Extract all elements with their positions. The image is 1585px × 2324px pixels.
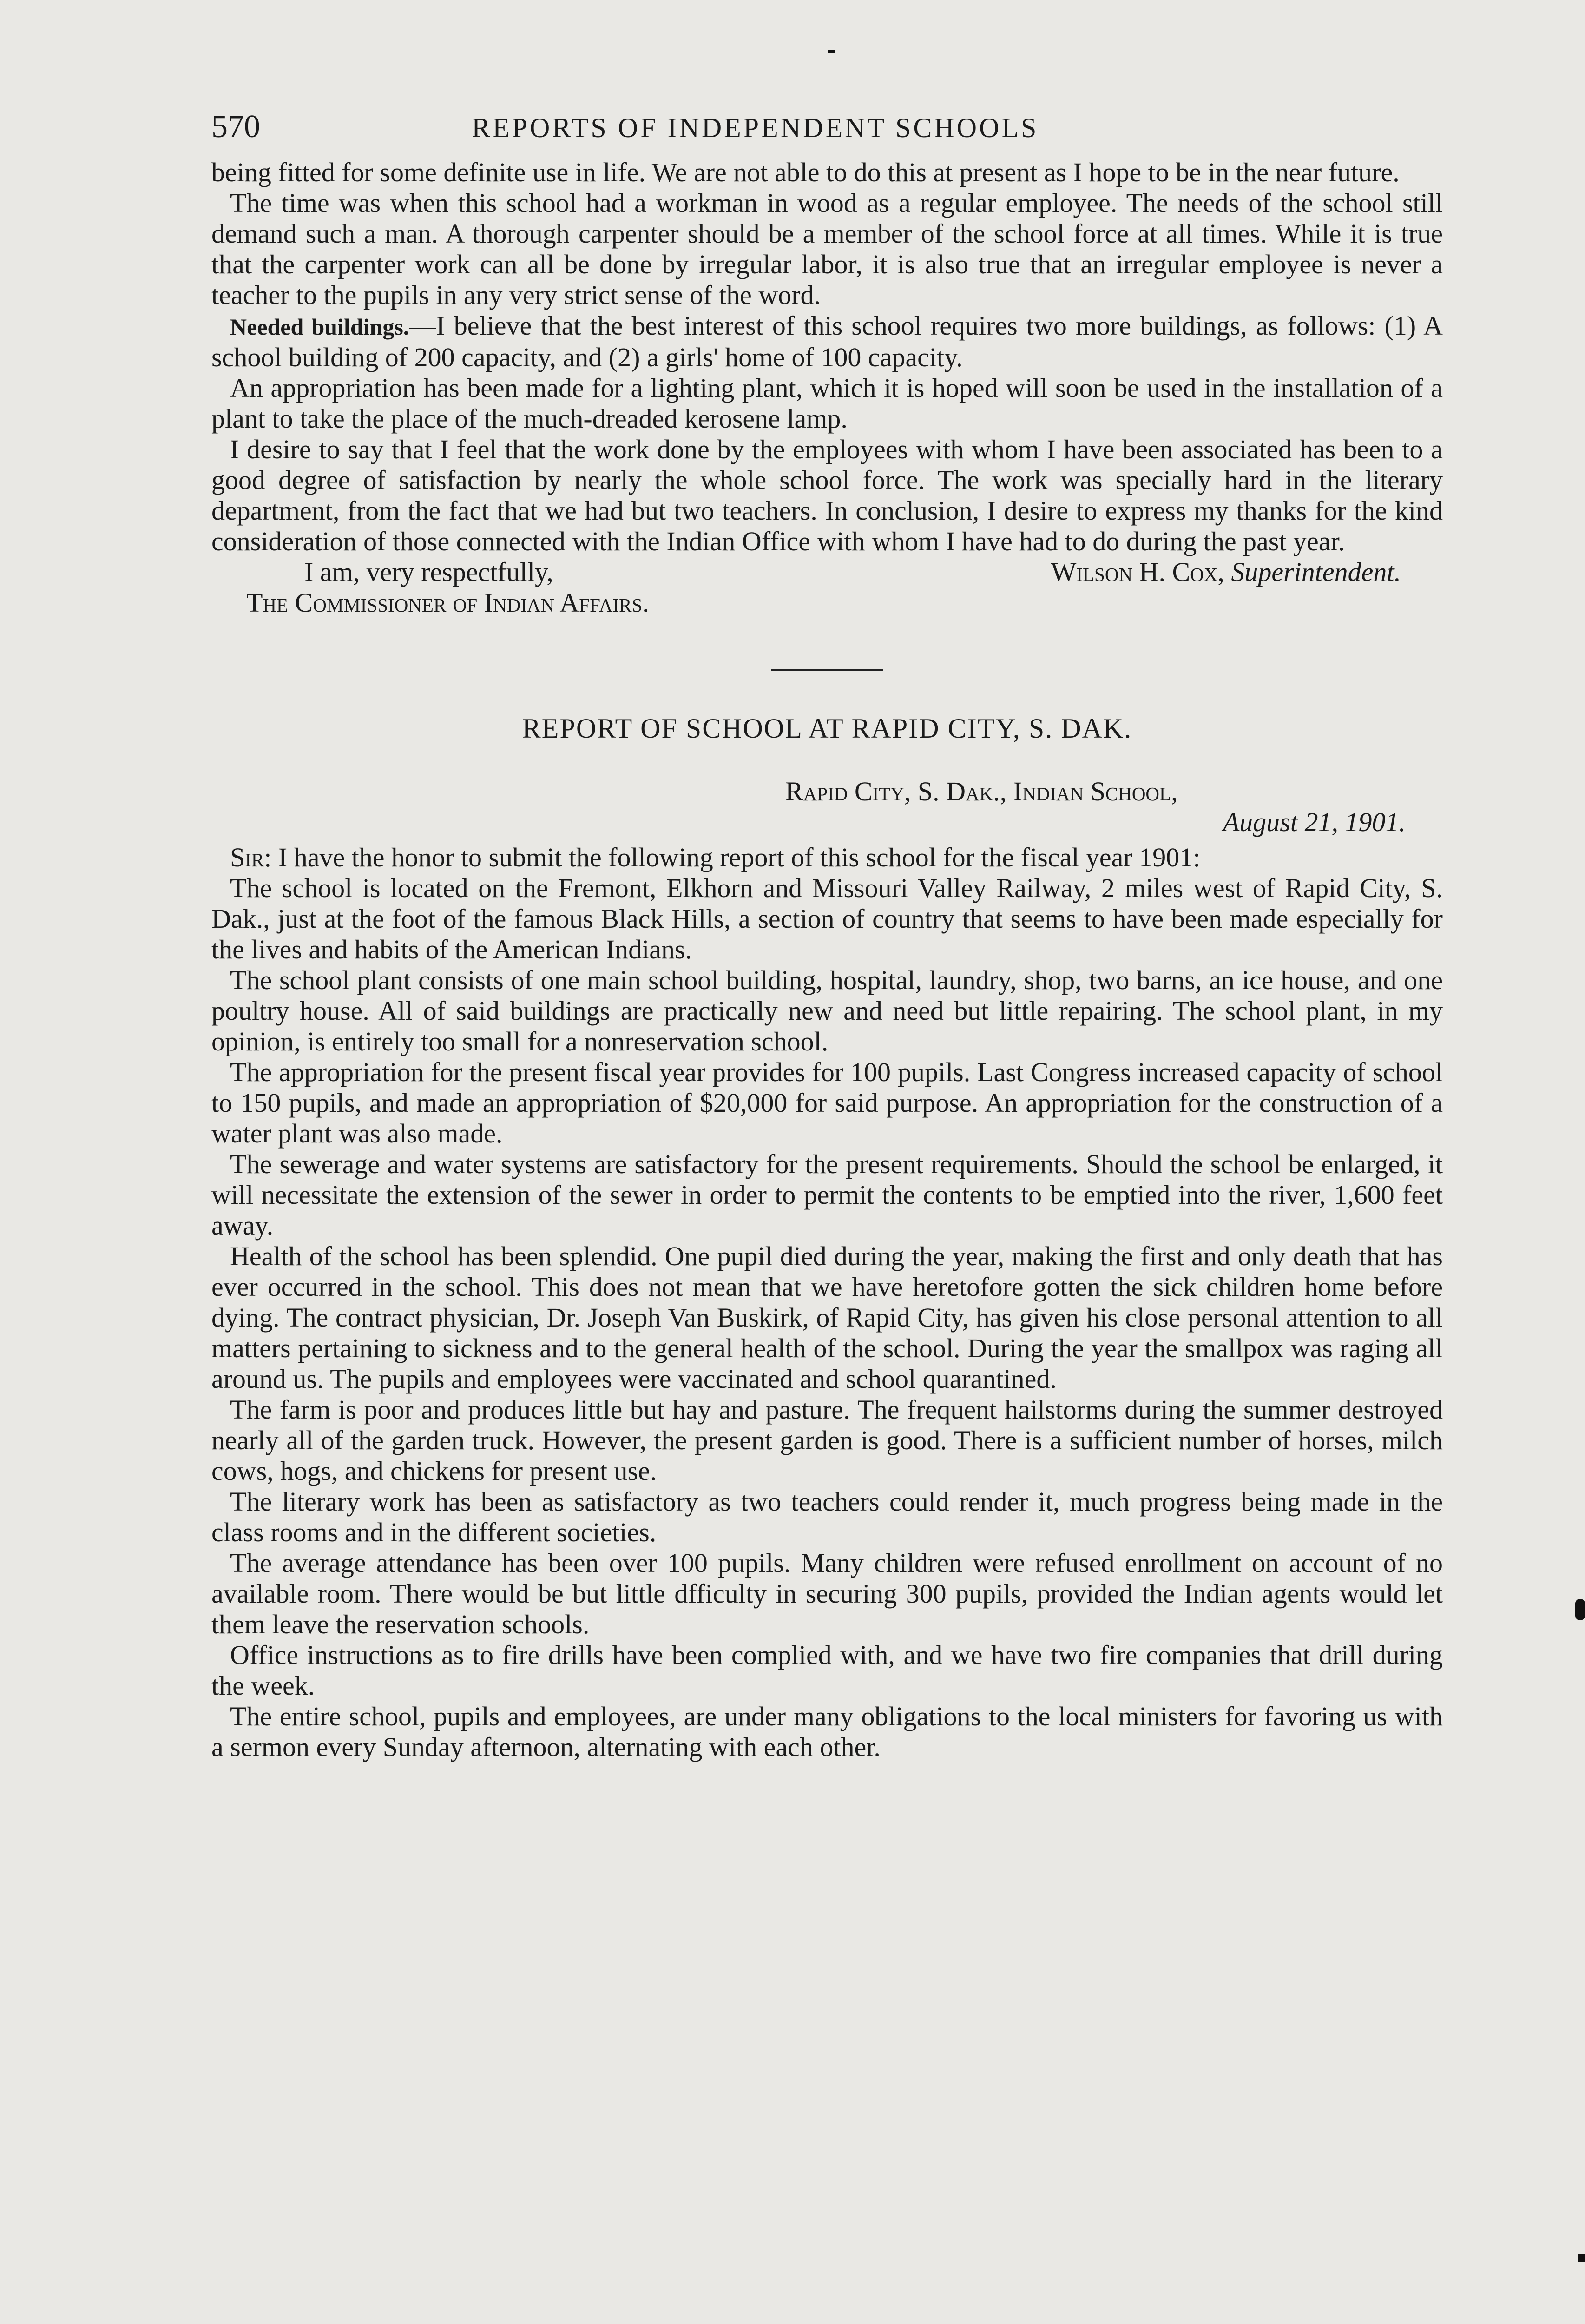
- paragraph: The farm is poor and produces little but hay and pasture. The frequent hailstorms during the summer destroyed nearly all of the garden truck. However, the present garden is good. There is a sufficient number of horses, milch cows, hogs, and chickens for present use.: [211, 1394, 1443, 1486]
- salutation: Sir:: [230, 842, 272, 872]
- page-header: [211, 109, 1443, 145]
- side-heading: Needed buildings.: [230, 314, 409, 340]
- scan-mark: [1578, 2254, 1585, 2262]
- paragraph: I desire to say that I feel that the work done by the employees with whom I have been associated has been to a good degree of satisfaction by nearly the whole school force. The work was specially hard in the literary department, from the fact that we had but two teachers. In conclusion, I desire to express my thanks for the kind consideration of those connected with the Indian Office with whom I have had to do during the past year.: [211, 434, 1443, 556]
- paragraph: [211, 842, 1443, 873]
- paragraph: The school is located on the Fremont, Elkhorn and Missouri Valley Railway, 2 miles west of Rapid City, S. Dak., just at the foot of the famous Black Hills, a section of country that seems to have been made especially for the lives and habits of the American Indians.: [211, 873, 1443, 964]
- running-title: REPORTS OF INDEPENDENT SCHOOLS: [472, 112, 1039, 143]
- addressee: The Commissioner of Indian Affairs.: [246, 588, 649, 618]
- paragraph: The average attendance has been over 100 pupils. Many children were refused enrollment on account of no available room. There would be but little dfficulty in securing 300 pupils, provided the Indian agents would let them leave the reservation schools.: [211, 1548, 1443, 1639]
- report-title: REPORT OF SCHOOL AT RAPID CITY, S. DAK.: [522, 713, 1132, 744]
- paragraph: The literary work has been as satisfactory as two teachers could render it, much progress being made in the class rooms and in the different societies.: [211, 1486, 1443, 1547]
- paragraph-text: I have the honor to submit the following report of this school for the fiscal year 1901:: [278, 842, 1201, 872]
- paragraph: The school plant consists of one main school building, hospital, laundry, shop, two barns, an ice house, and one poultry house. All of said buildings are practically new and need but little repairing. The school plant, in my opinion, is entirely too small for a nonreservation school.: [211, 965, 1443, 1056]
- paragraph: Office instructions as to fire drills have been complied with, and we have two fire companies that drill during the week.: [211, 1640, 1443, 1701]
- paragraph-text: —I believe that the best interest of this school requires two more buildings, as follows: (1) A school building of 200 capacity, and (2) a girls' home of 100 capacity.: [211, 310, 1443, 372]
- signature-title: Superintendent.: [1231, 557, 1401, 587]
- scan-mark: [1575, 1599, 1585, 1620]
- scan-mark: [828, 50, 835, 53]
- section-divider: [771, 669, 883, 671]
- dateline-date: August 21, 1901.: [1223, 807, 1406, 837]
- paragraph: The appropriation for the present fiscal year provides for 100 pupils. Last Congress increased capacity of school to 150 pupils, and made an appropriation of $20,000 for said purpose. An appropriation for the construction of a water plant was also made.: [211, 1057, 1443, 1149]
- closing: I am, very respectfully,: [304, 557, 553, 587]
- signature: [1051, 557, 1401, 588]
- paragraph: being fitted for some definite use in life. We are not able to do this at present as I hope to be in the near future.: [211, 157, 1400, 187]
- paragraph: [211, 310, 1443, 373]
- paragraph: The entire school, pupils and employees, are under many obligations to the local ministers for favoring us with a sermon every Sunday afternoon, alternating with each other.: [211, 1701, 1443, 1762]
- page-number: 570: [211, 109, 260, 145]
- paragraph: An appropriation has been made for a lighting plant, which it is hoped will soon be used in the installation of a plant to take the place of the much-dreaded kerosene lamp.: [211, 373, 1443, 434]
- dateline-place: Rapid City, S. Dak., Indian School,: [785, 776, 1178, 806]
- closing-row: [211, 557, 1443, 588]
- paragraph: Health of the school has been splendid. One pupil died during the year, making the first and only death that has ever occurred in the school. This does not mean that we have heretofore gotten the sick children home before dying. The contract physician, Dr. Joseph Van Buskirk, of Rapid City, has given his close personal attention to all matters pertaining to sickness and to the general health of the school. During the year the smallpox was raging all around us. The pupils and employees were vaccinated and school quarantined.: [211, 1241, 1443, 1394]
- signature-name: Wilson H. Cox,: [1051, 557, 1224, 587]
- paragraph: The sewerage and water systems are satisfactory for the present requirements. Should the school be enlarged, it will necessitate the extension of the sewer in order to permit the contents to be emptied into the river, 1,600 feet away.: [211, 1149, 1443, 1241]
- document-page: [211, 109, 1443, 1763]
- paragraph: The time was when this school had a workman in wood as a regular employee. The needs of the school still demand such a man. A thorough carpenter should be a member of the school force at all times. While it is true that the carpenter work can all be done by irregular labor, it is also true that an irregular employee is never a teacher to the pupils in any very strict sense of the word.: [211, 188, 1443, 310]
